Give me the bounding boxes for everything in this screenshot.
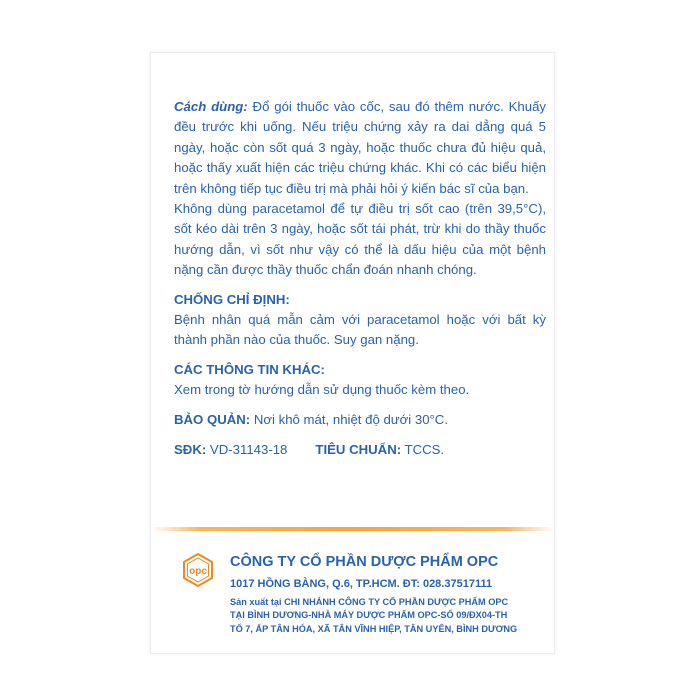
sdk-value: VD-31143-18 bbox=[206, 442, 288, 458]
company-address: 1017 HỒNG BÀNG, Q.6, TP.HCM. ĐT: 028.37517111 bbox=[230, 578, 493, 590]
other-info-text: Xem trong tờ hướng dẫn sử dụng thuốc kèm theo. bbox=[174, 382, 470, 398]
contraindications-heading: CHỐNG CHỈ ĐỊNH: bbox=[174, 291, 290, 307]
usage-text: Đổ gói thuốc vào cốc, sau đó thêm nước. Khuấy đều trước khi uống. Nếu triệu chứng xảy ra dai dẳng quá 5 ngày, hoặc còn sốt quá 3 ngày, hoặc thuốc chưa đủ hiệu quả, hoặc thấy xuất hiện các triệu chứng khác. Khi có các biểu hiện trên không tiếp tục điều trị mà phải hỏi ý kiến bác sĩ của bạn. bbox=[174, 99, 546, 196]
storage-line bbox=[174, 410, 546, 430]
standard-field bbox=[315, 440, 444, 460]
usage-paragraph bbox=[174, 97, 546, 199]
package-panel bbox=[150, 52, 555, 654]
manufacture-info bbox=[230, 596, 550, 636]
sdk-label: SĐK: bbox=[174, 442, 207, 458]
orange-divider bbox=[151, 527, 554, 531]
company-name: CÔNG TY CỔ PHẦN DƯỢC PHẨM OPC bbox=[230, 554, 499, 570]
manufacture-line: TỔ 7, ẤP TÂN HÓA, XÃ TÂN VĨNH HIỆP, TÂN UYÊN, BÌNH DƯƠNG bbox=[230, 623, 518, 634]
registration-row bbox=[174, 440, 546, 460]
manufacture-line: Sản xuất tại CHI NHÁNH CÔNG TY CỔ PHẦN DƯỢC PHẨM OPC bbox=[230, 597, 509, 607]
storage-label: BẢO QUẢN: bbox=[174, 411, 251, 427]
contraindications-text: Bệnh nhân quá mẫn cảm với paracetamol hoặc với bất kỳ thành phần nào của thuốc. Suy gan nặng. bbox=[174, 312, 546, 348]
standard-label: TIÊU CHUẨN: bbox=[315, 442, 402, 458]
standard-value: TCCS. bbox=[401, 442, 445, 458]
sdk-field bbox=[174, 440, 287, 460]
usage-label: Cách dùng: bbox=[174, 99, 248, 114]
usage-warning: Không dùng paracetamol để tự điều trị sốt cao (trên 39,5°C), sốt kéo dài trên 3 ngày, hoặc sốt tái phát, trừ khi do thầy thuốc hướng dẫn, vì sốt như vậy có thể là dấu hiệu của một bệnh nặng cần được thầy thuốc chẩn đoán nhanh chóng. bbox=[174, 201, 546, 278]
opc-logo-icon bbox=[181, 553, 215, 587]
other-info-heading: CÁC THÔNG TIN KHÁC: bbox=[174, 361, 325, 377]
label-text-block bbox=[174, 97, 546, 461]
storage-text: Nơi khô mát, nhiệt độ dưới 30°C. bbox=[250, 411, 448, 427]
company-block bbox=[230, 553, 550, 636]
manufacture-line: TẠI BÌNH DƯƠNG-NHÀ MÁY DƯỢC PHẨM OPC-SỐ 09/ĐX04-TH bbox=[230, 610, 508, 621]
logo-text: opc bbox=[189, 566, 207, 577]
